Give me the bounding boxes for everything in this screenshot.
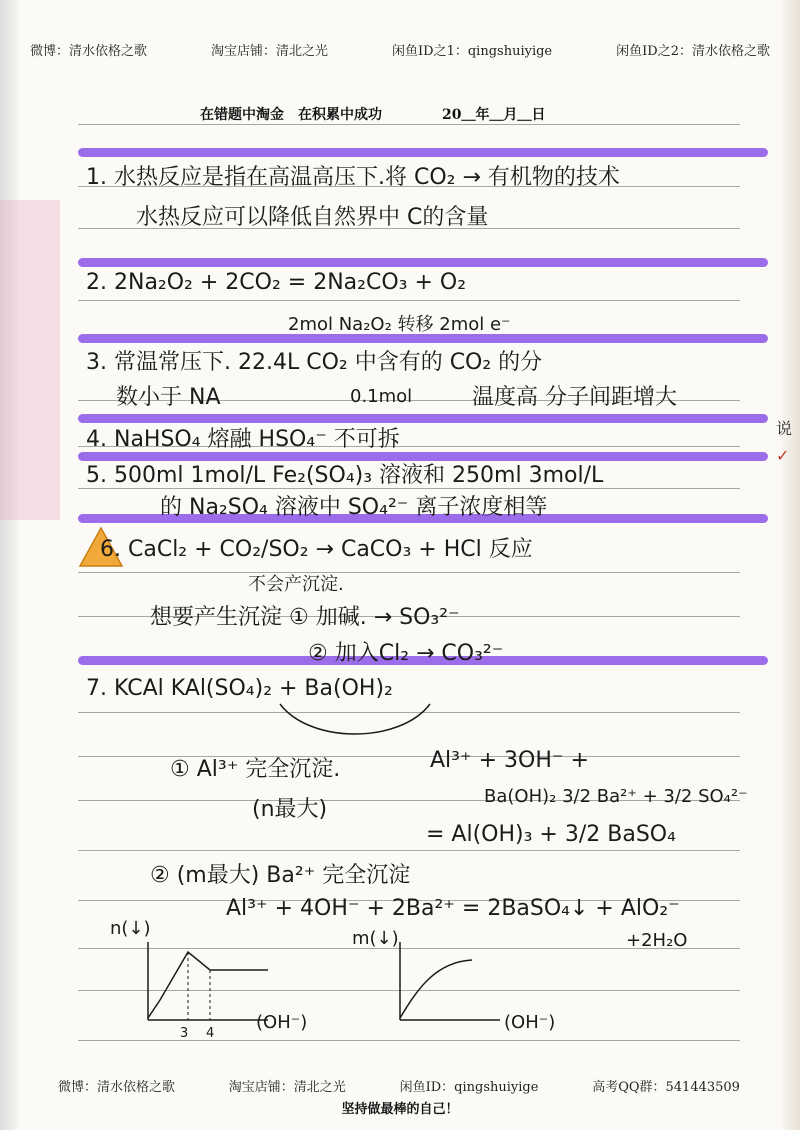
note-4: 4. NaHSO₄ 熔融 HSO₄⁻ 不可拆: [86, 427, 400, 452]
date-field: 20＿年＿月＿日: [442, 107, 546, 123]
note-5-line-2: 的 Na₂SO₄ 溶液中 SO₄²⁻ 离子浓度相等: [160, 495, 548, 520]
note-1-line-2: 水热反应可以降低自然界中 C的含量: [136, 205, 489, 230]
note-2-equation: 2. 2Na₂O₂ + 2CO₂ = 2Na₂CO₃ + O₂: [86, 270, 467, 295]
footer-taobao: 淘宝店铺：清北之光: [228, 1080, 346, 1095]
note-7-reaction-2: Al³⁺ + 4OH⁻ + 2Ba²⁺ = 2BaSO₄↓ + AlO₂⁻: [226, 896, 680, 921]
note-6-annotation: 不会产沉淀.: [248, 574, 344, 595]
ruled-line: [78, 572, 740, 573]
note-3-mole-amount: 0.1mol: [350, 386, 413, 407]
note-6-line-3: 想要产生沉淀 ① 加碱. → SO₃²⁻: [150, 605, 460, 630]
note-1-line-1: 1. 水热反应是指在高温高压下.将 CO₂ → 有机物的技术: [86, 165, 620, 190]
footer-weibo: 微博：清水依格之歌: [58, 1080, 176, 1095]
graph-1-precipitate-moles: [140, 940, 270, 1050]
header-taobao: 淘宝店铺：清北之光: [211, 44, 329, 59]
motto-text: 在错题中淘金 在积累中成功: [200, 107, 382, 123]
footer-tagline: 坚持做最棒的自己！: [341, 1102, 459, 1117]
note-7-title: 7. KCAl KAl(SO₄)₂ + Ba(OH)₂: [86, 676, 393, 701]
note-6-line-4: ② 加入Cl₂ → CO₃²⁻: [308, 641, 504, 666]
ruled-line: [78, 850, 740, 851]
graph-2-curve: [400, 960, 472, 1018]
motto-row: [200, 104, 620, 124]
note-7-case-1: ① Al³⁺ 完全沉淀.: [170, 757, 341, 782]
header-xianyu-2: 闲鱼ID之2：清水依格之歌: [616, 44, 770, 59]
note-3-temperature-note: 温度高 分子间距增大: [472, 385, 677, 410]
page-header: [30, 40, 770, 59]
reaction-bracket: [270, 700, 440, 746]
ruled-line: [78, 124, 740, 125]
page-footer: [58, 1076, 740, 1095]
ruled-line: [78, 300, 740, 301]
note-7-case-2: ② (m最大) Ba²⁺ 完全沉淀: [150, 863, 411, 888]
note-7-reaction-1c: = Al(OH)₃ + 3/2 BaSO₄: [426, 822, 676, 847]
footer-qq-group: 高考QQ群：541443509: [592, 1080, 740, 1095]
margin-check-mark: ✓: [776, 446, 790, 465]
note-3-line-1: 3. 常温常压下. 22.4L CO₂ 中含有的 CO₂ 的分: [86, 350, 543, 375]
graph-1-tick-4: 4: [206, 1026, 215, 1041]
graph-1-y-label: n(↓): [110, 918, 151, 939]
note-7-reaction-1a: Al³⁺ + 3OH⁻ +: [430, 748, 589, 773]
note-2-annotation: 2mol Na₂O₂ 转移 2mol e⁻: [288, 314, 511, 335]
graph-1-tick-3: 3: [180, 1026, 189, 1041]
pink-stain: [0, 200, 60, 520]
note-7-case-1-condition: (n最大): [252, 797, 328, 822]
right-paper-edge: [782, 0, 800, 1130]
left-binding-edge: [0, 0, 18, 1130]
graph-1-x-label: (OH⁻): [256, 1012, 308, 1033]
highlighter-stroke: [78, 258, 768, 267]
graph-1-curve: [148, 952, 268, 1018]
note-5-line-1: 5. 500ml 1mol/L Fe₂(SO₄)₃ 溶液和 250ml 3mol/L: [86, 463, 604, 488]
footer-xianyu: 闲鱼ID：qingshuiyige: [399, 1080, 539, 1095]
margin-note: 说: [776, 419, 793, 438]
header-xianyu-1: 闲鱼ID之1：qingshuiyige: [392, 44, 553, 59]
graph-2-x-label: (OH⁻): [504, 1012, 556, 1033]
note-6-equation: 6. CaCl₂ + CO₂/SO₂ → CaCO₃ + HCl 反应: [100, 537, 533, 562]
graph-2-y-label: m(↓): [352, 928, 399, 949]
note-3-line-2: 数小于 NA: [116, 385, 221, 410]
note-7-reaction-1b: Ba(OH)₂ 3/2 Ba²⁺ + 3/2 SO₄²⁻: [484, 786, 748, 807]
header-weibo: 微博：清水依格之歌: [30, 44, 148, 59]
highlighter-stroke: [78, 148, 768, 157]
graph-2-precipitate-mass: [392, 940, 502, 1030]
note-7-reaction-2-water: +2H₂O: [626, 930, 688, 951]
